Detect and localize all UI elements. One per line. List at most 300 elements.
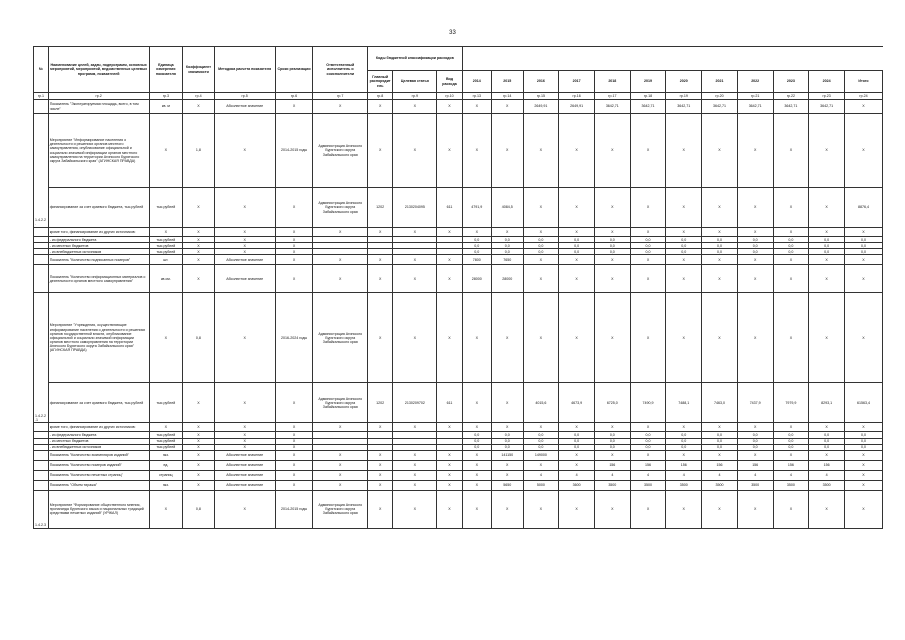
table-cell: Х [275, 237, 313, 243]
table-row [34, 100, 883, 114]
table-cell: Х [702, 255, 738, 265]
table-cell: Показатель "Эксплуатируемая площадь, всего, в том числе" [48, 100, 149, 114]
table-cell: 0,0 [844, 249, 882, 255]
table-cell: Х [183, 255, 215, 265]
table-cell: Х [214, 188, 275, 228]
table-cell: Х [437, 265, 462, 293]
table-cell: 0,0 [630, 432, 666, 438]
table-cell: 0,0 [594, 249, 630, 255]
header-expense-type: Вид расхода [437, 71, 462, 93]
header-coefficient: Коэффициент значимости [183, 47, 215, 93]
table-cell: Х [368, 100, 393, 114]
table-cell: Х [844, 265, 882, 293]
table-cell: Х [275, 432, 313, 438]
table-cell: - из местных бюджетов [48, 243, 149, 249]
table-cell: 3500 [594, 480, 630, 490]
table-cell: Х [368, 255, 393, 265]
table-cell: Х [809, 114, 845, 188]
table-cell: Х [737, 450, 773, 460]
table-cell: Х [844, 100, 882, 114]
table-cell: Х [368, 460, 393, 470]
table-cell: Администрация Агинского Бурятского округа Забайкальского края [313, 383, 368, 423]
table-cell: Показатель "Количество экземпляров изданий" [48, 450, 149, 460]
table-cell: Х [702, 228, 738, 237]
table-cell: 141150 [492, 450, 524, 460]
column-number: гр.6 [275, 93, 313, 100]
table-cell: Х [630, 450, 666, 460]
table-cell: Х [214, 383, 275, 423]
table-cell: Х [702, 423, 738, 432]
table-cell: Х [666, 114, 702, 188]
table-cell: Х [462, 490, 491, 528]
table-cell: 4 [737, 470, 773, 480]
table-cell: Х [313, 265, 368, 293]
table-cell: 4791,9 [462, 188, 491, 228]
header-year: 2016 [523, 71, 559, 93]
table-cell: 0,0 [737, 444, 773, 450]
table-cell: Х [773, 228, 809, 237]
table-cell: 156 [594, 460, 630, 470]
table-cell: Х [275, 188, 313, 228]
column-number: гр.14 [492, 93, 524, 100]
table-cell: 3600 [559, 480, 595, 490]
table-cell: 5650 [492, 480, 524, 490]
table-cell: Х [809, 293, 845, 383]
table-cell: тыс.рублей [149, 432, 183, 438]
table-cell [34, 423, 49, 432]
table-cell: 0,0 [666, 432, 702, 438]
table-cell: 0,0 [809, 237, 845, 243]
table-cell: 0,0 [523, 432, 559, 438]
table-cell: 0,0 [809, 438, 845, 444]
table-cell: Абсолютное значение [214, 450, 275, 460]
table-cell: 2016-2024 годы [275, 293, 313, 383]
table-cell: Х [437, 490, 462, 528]
table-cell: 1.4.2.2. [34, 114, 49, 228]
table-row [34, 423, 883, 432]
table-cell: Х [492, 423, 524, 432]
table-cell: 156 [737, 460, 773, 470]
table-cell: Х [773, 490, 809, 528]
table-cell: Х [462, 114, 491, 188]
table-cell: 3500 [809, 480, 845, 490]
table-cell: Х [594, 423, 630, 432]
header-executor: Ответственный исполнитель и соисполнители [313, 47, 368, 93]
table-cell: Х [844, 450, 882, 460]
table-cell: Х [275, 450, 313, 460]
table-cell: 0,0 [462, 444, 491, 450]
table-cell: Х [523, 490, 559, 528]
table-cell: Х [773, 293, 809, 383]
table-cell: 0,0 [666, 444, 702, 450]
table-cell: Х [666, 188, 702, 228]
table-cell [34, 460, 49, 470]
table-cell: - из внебюджетных источников [48, 444, 149, 450]
table-cell: Х [437, 460, 462, 470]
table-cell: 4 [773, 470, 809, 480]
table-cell: Х [462, 293, 491, 383]
table-cell: 0,0 [523, 249, 559, 255]
table-cell: Х [183, 383, 215, 423]
table-cell: Х [393, 255, 437, 265]
table-cell: Х [594, 188, 630, 228]
table-cell: страниц [149, 470, 183, 480]
table-cell: 0,0 [666, 438, 702, 444]
table-cell: 0,0 [702, 249, 738, 255]
program-table [33, 46, 883, 529]
table-cell: Х [149, 114, 183, 188]
table-cell: Х [393, 450, 437, 460]
table-cell: Х [523, 293, 559, 383]
table-cell: тыс.рублей [149, 237, 183, 243]
table-cell: Х [368, 228, 393, 237]
table-cell: 4 [523, 470, 559, 480]
column-number: гр.22 [773, 93, 809, 100]
table-cell: Х [462, 450, 491, 460]
column-number: гр.21 [737, 93, 773, 100]
table-cell: Х [809, 228, 845, 237]
table-cell: Х [844, 423, 882, 432]
table-cell: экз. [149, 480, 183, 490]
table-cell: 3500 [702, 480, 738, 490]
table-row [34, 188, 883, 228]
table-cell: Х [702, 293, 738, 383]
table-cell: Х [275, 423, 313, 432]
table-cell: Х [559, 265, 595, 293]
table-row [34, 460, 883, 470]
table-cell: Показатель "Количество информационных материалов о деятельности органов местного самоуправления" [48, 265, 149, 293]
table-cell: тыс.рублей [149, 249, 183, 255]
table-cell: Х [666, 255, 702, 265]
table-cell: Х [313, 480, 368, 490]
table-cell [34, 255, 49, 265]
table-cell: Х [559, 114, 595, 188]
table-cell: 1,8 [183, 114, 215, 188]
table-cell: Х [214, 293, 275, 383]
table-cell: 0,0 [492, 249, 524, 255]
table-cell: Х [702, 490, 738, 528]
table-cell: экз. [149, 450, 183, 460]
table-cell: Х [149, 293, 183, 383]
table-cell: 7979,9 [773, 383, 809, 423]
table-cell: 8293,1 [809, 383, 845, 423]
table-cell: Х [666, 450, 702, 460]
table-cell: 0,0 [702, 432, 738, 438]
column-number: гр.13 [462, 93, 491, 100]
table-cell: Х [492, 470, 524, 480]
table-cell: Х [630, 114, 666, 188]
table-cell: Х [183, 438, 215, 444]
table-cell: Х [275, 444, 313, 450]
table-cell [34, 265, 49, 293]
table-cell: 4015,6 [523, 383, 559, 423]
table-cell: 3500 [666, 480, 702, 490]
table-cell: 3642,71 [702, 100, 738, 114]
table-cell: Х [214, 490, 275, 528]
table-cell: Х [393, 480, 437, 490]
table-cell: Х [523, 265, 559, 293]
table-cell: Х [393, 293, 437, 383]
table-cell: Х [368, 265, 393, 293]
table-cell: Показатель "Объем тиража" [48, 480, 149, 490]
table-cell: Х [183, 470, 215, 480]
table-cell: Х [844, 480, 882, 490]
table-cell: Х [523, 460, 559, 470]
table-cell: Х [183, 237, 215, 243]
table-cell: Администрация Агинского Бурятского округа Забайкальского края [313, 114, 368, 188]
table-cell: 0,0 [773, 249, 809, 255]
table-cell: Х [214, 438, 275, 444]
table-cell: Х [702, 450, 738, 460]
table-cell: Х [523, 228, 559, 237]
header-target-article: Целевая статья [393, 71, 437, 93]
table-cell: Х [275, 228, 313, 237]
table-cell: кроме того, финансирование из других источников: [48, 423, 149, 432]
table-cell: 0,0 [630, 243, 666, 249]
table-cell: Абсолютное значение [214, 470, 275, 480]
column-number: гр.18 [630, 93, 666, 100]
column-number: гр.17 [594, 93, 630, 100]
table-cell: Абсолютное значение [214, 265, 275, 293]
table-cell: Х [666, 228, 702, 237]
table-cell: Х [183, 450, 215, 460]
table-cell: - из федерального бюджета [48, 237, 149, 243]
table-cell: Х [492, 100, 524, 114]
table-cell: Х [393, 460, 437, 470]
table-cell: Х [809, 490, 845, 528]
table-cell: 0,0 [523, 243, 559, 249]
table-cell: Х [809, 255, 845, 265]
table-cell: Х [844, 460, 882, 470]
table-cell: Х [275, 243, 313, 249]
table-cell: Х [809, 423, 845, 432]
table-cell: 61563,4 [844, 383, 882, 423]
table-cell: Х [737, 114, 773, 188]
page-number: 33 [449, 30, 456, 36]
table-cell: Х [492, 293, 524, 383]
table-cell: Х [492, 490, 524, 528]
table-row [34, 265, 883, 293]
table-cell: 2014-2015 годы [275, 490, 313, 528]
table-cell: Мероприятие "Информирование населения о деятельности и решениях органов местного самоуправления, опубликование официальной и социально значимой информации органов местного самоуправления на территории Агинского Бурятского округа Забайкальского края" (АГИНСКАЯ ПРАВДА) [48, 114, 149, 188]
table-cell: 156 [809, 460, 845, 470]
table-cell: 1.4.2.3 [34, 490, 49, 528]
table-cell: Х [275, 438, 313, 444]
table-cell: Х [214, 243, 275, 249]
table-cell: Х [183, 228, 215, 237]
table-cell: Х [313, 450, 368, 460]
table-row [34, 470, 883, 480]
table-cell: 0,0 [559, 438, 595, 444]
table-cell: Х [594, 293, 630, 383]
table-cell: Х [773, 114, 809, 188]
table-cell: Х [437, 450, 462, 460]
table-row [34, 228, 883, 237]
table-cell: 0,0 [594, 444, 630, 450]
table-cell: Х [368, 480, 393, 490]
table-cell: - из местных бюджетов [48, 438, 149, 444]
table-cell: 611 [437, 188, 462, 228]
column-number-row [34, 93, 883, 100]
table-cell: Х [275, 249, 313, 255]
column-number: гр.5 [214, 93, 275, 100]
table-cell: Х [437, 100, 462, 114]
table-cell: Х [559, 255, 595, 265]
table-cell: Х [393, 423, 437, 432]
table-cell: 1202 [368, 188, 393, 228]
table-cell: 2130209702 [393, 383, 437, 423]
table-row [34, 450, 883, 460]
table-cell: Абсолютное значение [214, 100, 275, 114]
table-cell: 2649,91 [559, 100, 595, 114]
table-cell: 0,0 [737, 237, 773, 243]
table-cell: Х [275, 265, 313, 293]
table-cell: 0,0 [462, 237, 491, 243]
table-cell: 0,0 [844, 444, 882, 450]
table-cell: Х [559, 228, 595, 237]
table-cell: 1.4.2.2.1 [34, 293, 49, 423]
table-cell: Х [844, 228, 882, 237]
column-number: гр.7 [313, 93, 368, 100]
table-cell: Х [630, 228, 666, 237]
header-year: 2021 [702, 71, 738, 93]
header-number: № [34, 47, 49, 93]
table-cell: 0,0 [492, 243, 524, 249]
table-cell: Мероприятие "Учреждения, осуществляющие информирование населения о деятельности и решениях органов государственной власти, опубликование официальной и социально значимой информации органов местного самоуправления на территории Агинского Бурятского округа Забайкальского края" (АГИНСКАЯ ПРАВДА) [48, 293, 149, 383]
table-cell: Х [773, 255, 809, 265]
table-cell: 0,0 [492, 444, 524, 450]
table-cell: 611 [437, 383, 462, 423]
table-cell: Показатель "Количество номеров изданий" [48, 460, 149, 470]
table-cell: Х [214, 444, 275, 450]
table-cell: Х [183, 460, 215, 470]
column-number: гр.1 [34, 93, 49, 100]
column-number: гр.19 [666, 93, 702, 100]
table-cell: Х [630, 490, 666, 528]
table-cell: 2130204095 [393, 188, 437, 228]
table-cell: 3642,71 [630, 100, 666, 114]
table-cell: Х [214, 249, 275, 255]
table-cell: Администрация Агинского Бурятского округа Забайкальского края [313, 293, 368, 383]
table-cell: Х [462, 383, 491, 423]
table-cell: 3500 [773, 480, 809, 490]
table-cell: Х [809, 265, 845, 293]
table-cell: 2649,91 [523, 100, 559, 114]
table-cell: Х [462, 460, 491, 470]
table-cell: Х [275, 460, 313, 470]
table-cell: 156 [630, 460, 666, 470]
table-cell: 0,0 [737, 432, 773, 438]
table-cell: Х [630, 293, 666, 383]
table-cell: Х [844, 255, 882, 265]
table-cell: 0,0 [462, 249, 491, 255]
table-cell: 0,0 [630, 444, 666, 450]
table-cell: 28000 [492, 265, 524, 293]
table-cell: 0,0 [844, 243, 882, 249]
header-grbs: Главный распорядитель [368, 71, 393, 93]
table-cell: Х [368, 293, 393, 383]
table-cell: Х [275, 480, 313, 490]
table-cell: 0,0 [773, 237, 809, 243]
table-cell: 4 [666, 470, 702, 480]
table-cell: 0,8 [183, 293, 215, 383]
table-cell: Х [437, 228, 462, 237]
table-cell: Х [523, 188, 559, 228]
table-cell: 0,0 [702, 237, 738, 243]
table-cell: Х [737, 293, 773, 383]
table-cell: Х [393, 114, 437, 188]
table-cell: Х [462, 423, 491, 432]
table-cell: 0,0 [523, 444, 559, 450]
header-year: 2015 [492, 71, 524, 93]
table-cell: 4 [594, 470, 630, 480]
column-number: гр.20 [702, 93, 738, 100]
table-cell: Х [594, 265, 630, 293]
table-cell: Х [214, 114, 275, 188]
table-cell: Х [630, 188, 666, 228]
table-cell: шт. [149, 255, 183, 265]
table-cell: 4 [809, 470, 845, 480]
table-cell: 0,0 [492, 438, 524, 444]
table-cell: Х [702, 265, 738, 293]
table-cell: Х [594, 255, 630, 265]
table-cell: 0,0 [773, 432, 809, 438]
table-cell: тыс.рублей [149, 444, 183, 450]
table-cell: Х [275, 470, 313, 480]
table-cell: 3500 [630, 480, 666, 490]
table-cell: Х [214, 432, 275, 438]
table-cell: 0,0 [594, 438, 630, 444]
table-cell: 0,0 [594, 243, 630, 249]
table-cell: 0,0 [630, 249, 666, 255]
table-cell: 3642,71 [809, 100, 845, 114]
program-table-sheet [33, 46, 883, 529]
table-cell: Х [594, 450, 630, 460]
table-cell: Абсолютное значение [214, 255, 275, 265]
table-cell: Х [393, 100, 437, 114]
table-cell: - из федерального бюджета [48, 432, 149, 438]
table-cell: 0,8 [183, 490, 215, 528]
table-cell: Х [275, 100, 313, 114]
column-number: гр.2 [48, 93, 149, 100]
header-method: Методика расчета показателя [214, 47, 275, 93]
table-cell: 4 [630, 470, 666, 480]
header-budget-codes: Коды бюджетной классификации расходов [368, 47, 463, 71]
table-cell: 3500 [737, 480, 773, 490]
table-cell: 0,0 [559, 243, 595, 249]
table-cell: Х [368, 114, 393, 188]
table-cell: 0,0 [809, 444, 845, 450]
table-cell: 1202 [368, 383, 393, 423]
table-cell [34, 100, 49, 114]
table-cell: Х [492, 228, 524, 237]
table-cell: Х [313, 460, 368, 470]
table-body [34, 100, 883, 529]
table-cell: Х [594, 114, 630, 188]
table-cell: Х [275, 383, 313, 423]
table-row [34, 114, 883, 188]
table-cell: 0,0 [559, 432, 595, 438]
header-year: 2023 [773, 71, 809, 93]
table-cell: 3642,71 [773, 100, 809, 114]
table-cell: 4 [702, 470, 738, 480]
table-cell: 156 [773, 460, 809, 470]
table-cell: Х [492, 383, 524, 423]
table-cell: 0,0 [844, 438, 882, 444]
table-cell: 0,0 [666, 237, 702, 243]
table-cell: 0,0 [559, 444, 595, 450]
table-cell: 0,0 [559, 237, 595, 243]
